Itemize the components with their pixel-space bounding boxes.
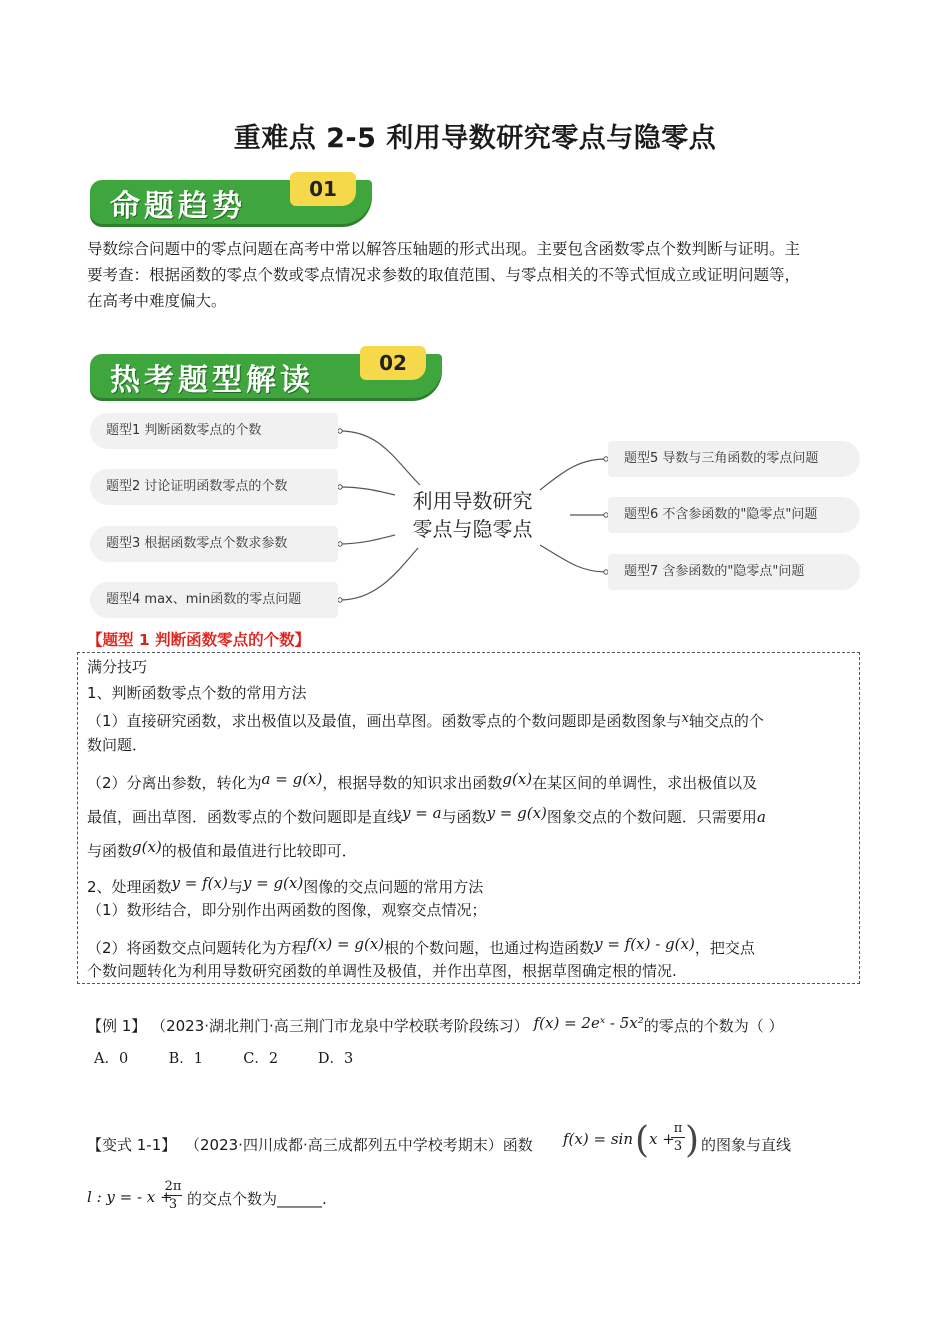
connector-right-3 (540, 545, 606, 572)
left-paren: ( (635, 1120, 650, 1161)
frac2-numerator: 2π (164, 1179, 182, 1194)
tips-q2-line2: 个数问题转化为利用导数研究函数的单调性及极值，并作出草图，根据草图确定根的情况. (87, 962, 677, 980)
topic-pill-5[interactable]: 题型5 导数与三角函数的零点问题 (608, 441, 860, 477)
tips-p2c: 在某区间的单调性，求出极值以及 (532, 774, 758, 792)
tips-q2-line1 (87, 933, 857, 959)
example-1-options (94, 1047, 388, 1068)
mindmap-center (400, 487, 545, 543)
tips-heading-1: 1、判断函数零点个数的常用方法 (87, 684, 307, 702)
topic-pill-3[interactable]: 题型3 根据函数零点个数求参数 (90, 526, 338, 562)
math-gx-1: g(x) (502, 770, 533, 788)
frac1-denominator: 3 (673, 1139, 683, 1154)
tips-p2d: 最值，画出草图．函数零点的个数问题即是直线 (87, 808, 403, 826)
tips-p2e: 与函数 (441, 808, 487, 826)
connector-left-4 (340, 548, 418, 600)
option-b[interactable]: B．1 (168, 1051, 203, 1067)
tips-q2a: （2）将函数交点问题转化为方程 (87, 939, 307, 957)
banner-trend-label: 命题趋势 (110, 189, 246, 224)
math-y-eq-fx-minus-gx: y = f(x) - g(x) (594, 935, 695, 953)
tips-p1-line1 (87, 708, 857, 732)
math-y-eq-a: y = a (402, 804, 442, 822)
frac1 (671, 1120, 685, 1155)
right-paren: ) (685, 1120, 700, 1161)
math-y-eq-gx: y = g(x) (486, 804, 547, 822)
topic-pill-7[interactable]: 题型7 含参函数的"隐零点"问题 (608, 554, 860, 590)
example-1-label: 【例 1】 (87, 1017, 147, 1035)
math-y-eq-fx: y = f(x) (171, 874, 228, 892)
tips-p2-line1 (87, 768, 857, 794)
variant-1-1-source: （2023·四川成都·高三成都列五中学校考期末）函数 (185, 1136, 533, 1154)
intro-line-1: 导数综合问题中的零点问题在高考中常以解答压轴题的形式出现。主要包含函数零点个数判断与证明。主 (87, 240, 801, 258)
connector-left-2 (340, 487, 395, 495)
tips-h2a: 2、处理函数 (87, 878, 172, 896)
variant-1-1-label: 【变式 1-1】 (87, 1136, 177, 1154)
variant-line-expr: l : y = - x + (87, 1188, 173, 1206)
variant-function-inner: x + (649, 1130, 675, 1148)
topic-pill-4[interactable]: 题型4 max、min函数的零点问题 (90, 582, 338, 618)
tips-p2a: （2）分离出参数，转化为 (87, 774, 262, 792)
variant-1-1-tail: 的图象与直线 (701, 1136, 792, 1154)
topic-pill-6[interactable]: 题型6 不含参函数的"隐零点"问题 (608, 497, 860, 533)
option-a[interactable]: A．0 (94, 1051, 129, 1067)
math-x: x (681, 711, 689, 726)
option-c[interactable]: C．2 (243, 1051, 279, 1067)
tips-q2b: 根的个数问题，也通过构造函数 (384, 939, 595, 957)
math-gx-2: g(x) (132, 838, 162, 856)
banner-hot-number: 02 (360, 346, 426, 380)
math-a-eq-gx: a = g(x) (261, 770, 323, 788)
mindmap-center-line-1: 利用导数研究 (412, 489, 533, 513)
tips-p2-line3 (87, 836, 857, 862)
section-heading-topic1: 【题型 1 判断函数零点的个数】 (87, 631, 311, 649)
math-fx-eq-gx: f(x) = g(x) (306, 935, 385, 953)
tips-heading-2 (87, 872, 857, 898)
math-a: a (756, 808, 766, 826)
connector-left-3 (340, 535, 395, 544)
topic-pill-2[interactable]: 题型2 讨论证明函数零点的个数 (90, 469, 338, 505)
example-1 (87, 1014, 867, 1036)
frac2-denominator: 3 (168, 1197, 178, 1212)
topic-pill-1[interactable]: 题型1 判断函数零点的个数 (90, 413, 338, 449)
math-y-eq-gx-2: y = g(x) (242, 874, 304, 892)
tips-p2b: ，根据导数的知识求出函数 (322, 774, 503, 792)
tips-q1: （1）数形结合，即分别作出两函数的图像，观察交点情况； (87, 901, 487, 919)
tips-p1b: 轴交点的个 (688, 712, 764, 730)
connector-left-1 (340, 431, 420, 485)
example-1-function: f(x) = 2eˣ - 5x² (533, 1014, 644, 1032)
frac2 (164, 1178, 182, 1213)
tips-p1-line2: 数问题． (87, 736, 148, 754)
option-d[interactable]: D．3 (317, 1051, 354, 1067)
tips-h2c: 图像的交点问题的常用方法 (303, 878, 484, 896)
tips-title: 满分技巧 (87, 658, 148, 676)
banner-trend-number: 01 (290, 172, 356, 206)
tips-p2-line2 (87, 802, 857, 828)
tips-p1a: （1）直接研究函数，求出极值以及最值，画出草图。函数零点的个数问题即是函数图象与 (87, 712, 682, 730)
tips-h2b: 与 (227, 878, 243, 896)
mindmap-center-line-2: 零点与隐零点 (412, 517, 533, 541)
banner-hot-label: 热考题型解读 (110, 363, 314, 398)
variant-1-1-line2 (87, 1178, 487, 1218)
tips-p2h: 的极值和最值进行比较即可． (161, 842, 357, 860)
example-1-tail: 的零点的个数为（ ） (643, 1017, 784, 1035)
variant-1-1 (87, 1120, 867, 1168)
intro-line-3: 在高考中难度偏大。 (87, 292, 227, 310)
variant-line-tail: 的交点个数为______. (187, 1190, 327, 1208)
intro-line-2: 要考查：根据函数的零点个数或零点情况求参数的取值范围、与零点相关的不等式恒成立或证明问题等， (87, 266, 801, 284)
frac1-numerator: π (671, 1120, 685, 1138)
variant-function-left: f(x) = sin (563, 1130, 633, 1148)
page-title: 重难点 2-5 利用导数研究零点与隐零点 (233, 123, 717, 154)
connector-right-1 (540, 459, 606, 490)
tips-q2c: ，把交点 (694, 939, 755, 957)
tips-p2g: 与函数 (87, 842, 133, 860)
example-1-source: （2023·湖北荆门·高三荆门市龙泉中学校联考阶段练习） (151, 1017, 529, 1035)
tips-p2f: 图象交点的个数问题．只需要用 (546, 808, 757, 826)
